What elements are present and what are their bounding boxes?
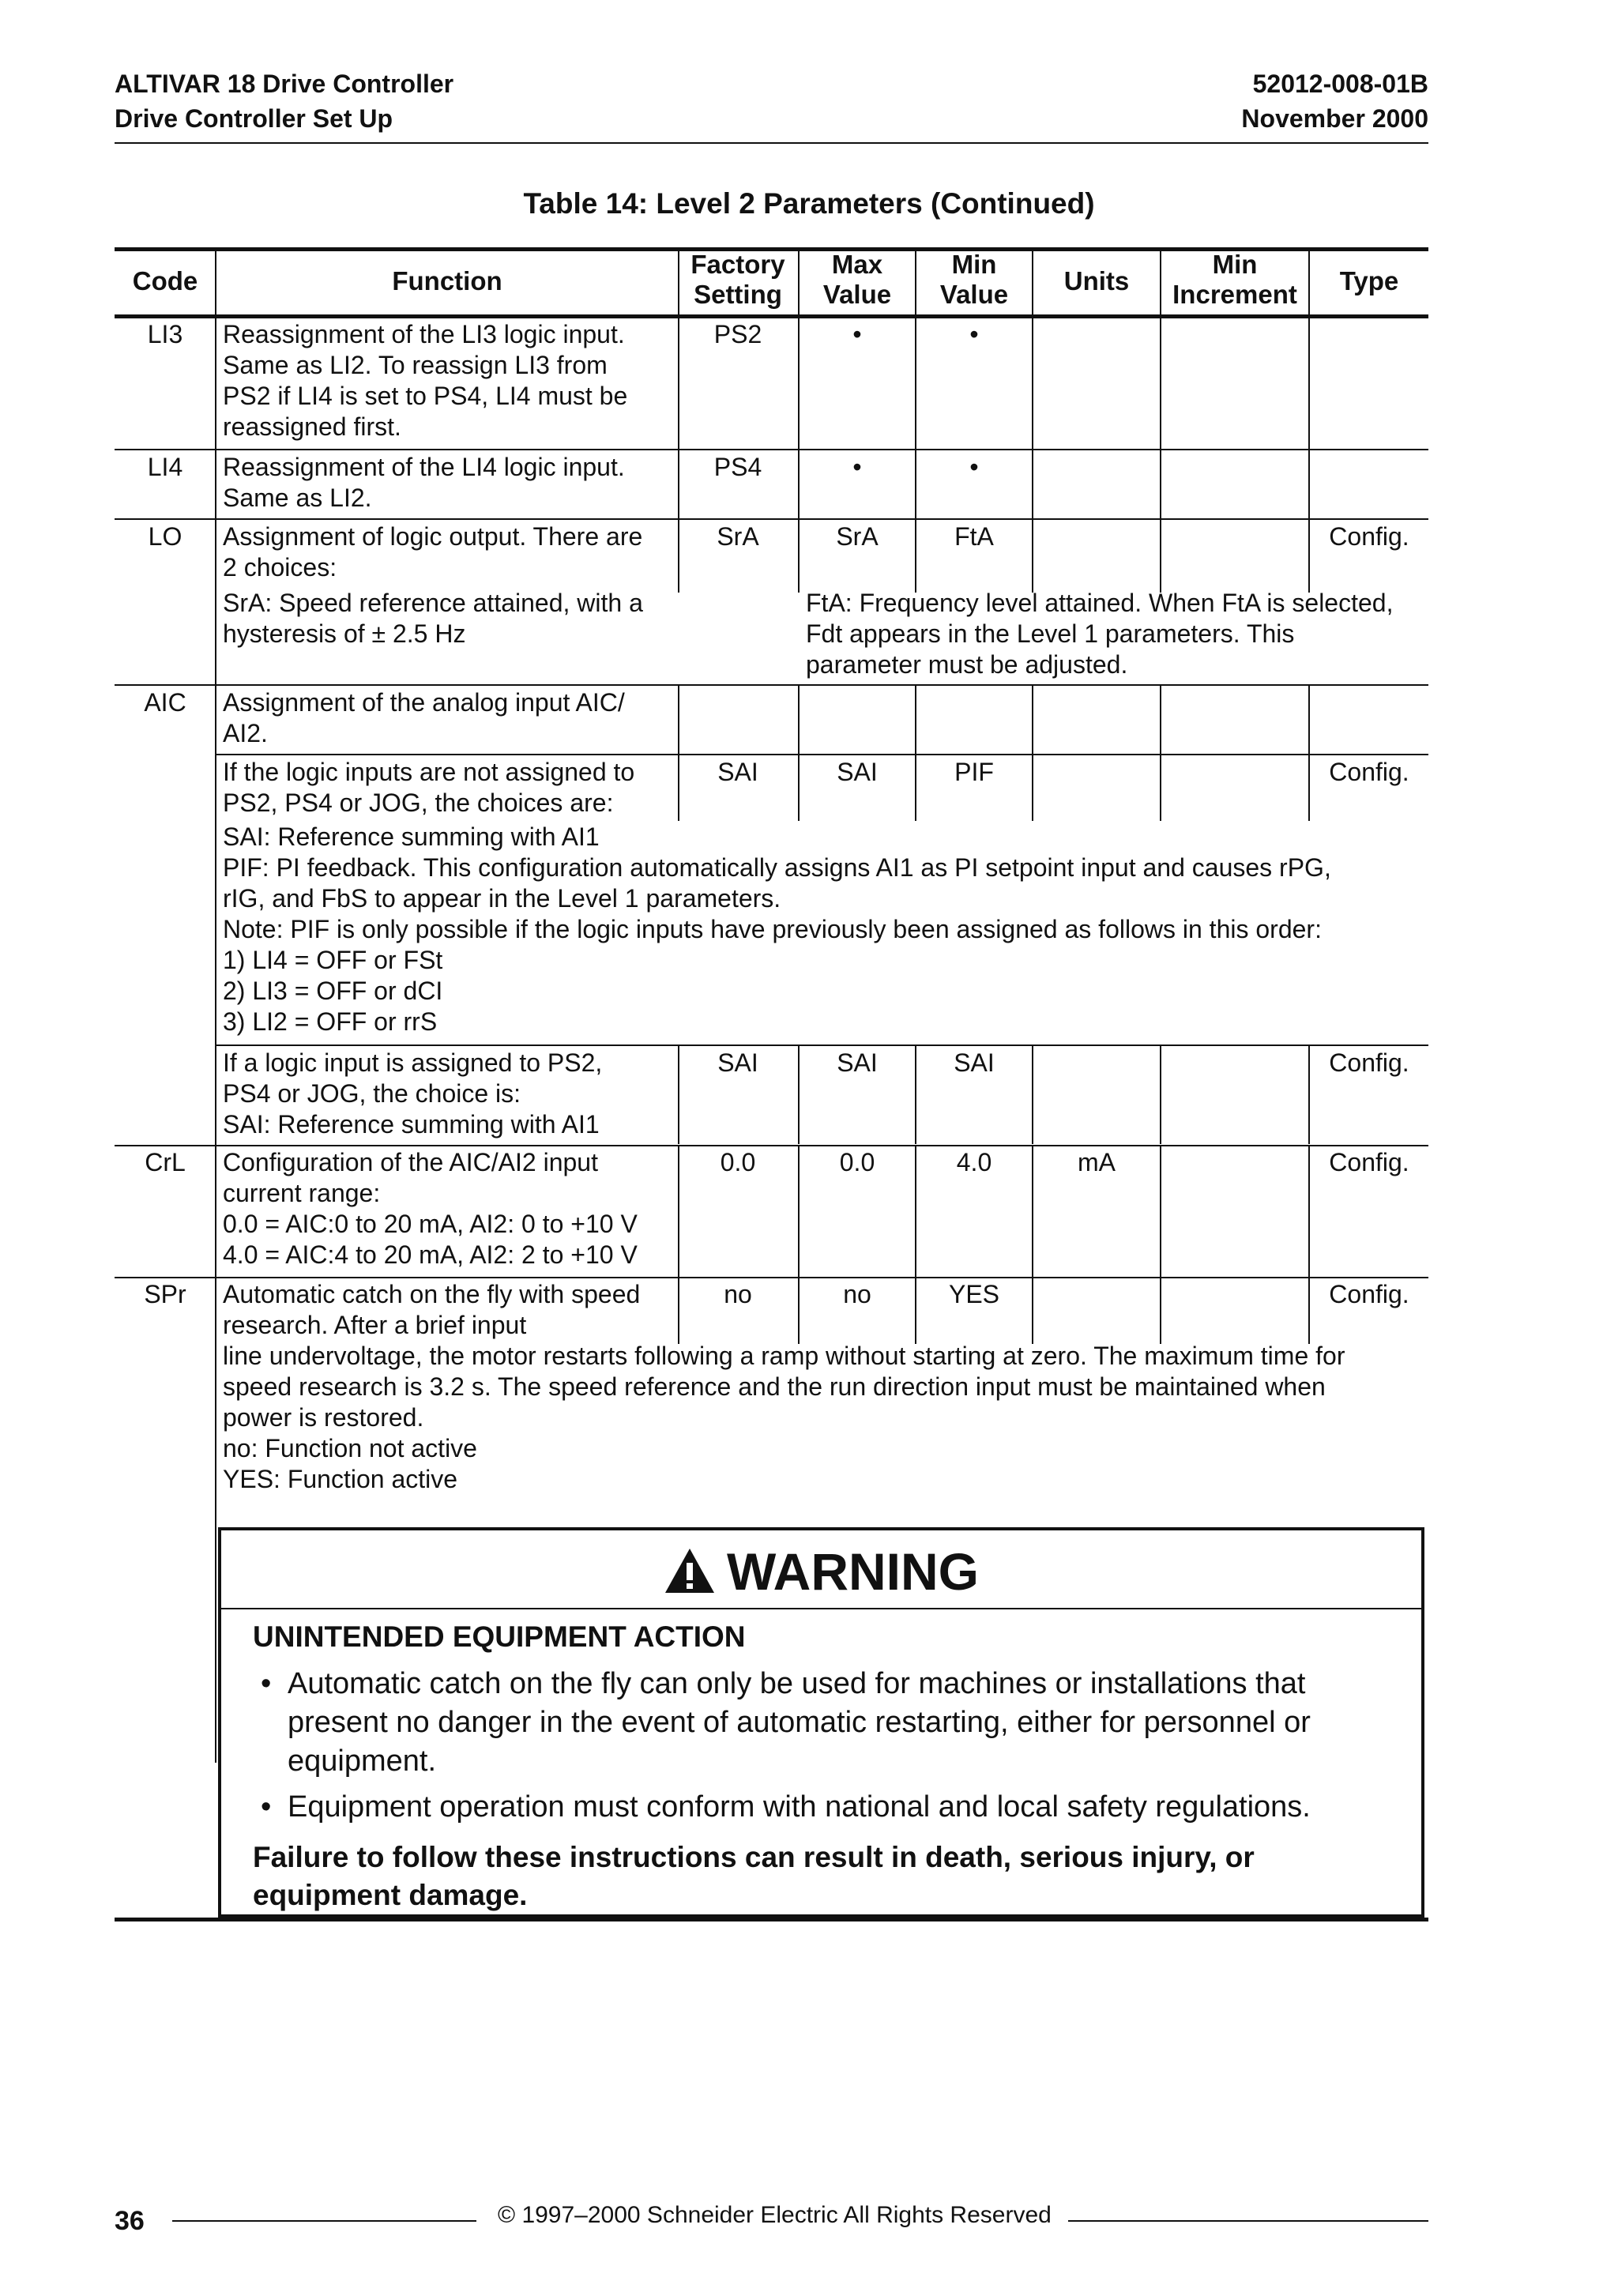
row-aic-function: Assignment of the analog input AIC/ AI2. (223, 688, 625, 747)
row-lo-note-fta: FtA: Frequency level attained. When FtA is selected, Fdt appears in the Level 1 parameters. This parameter must be adjusted. (806, 589, 1394, 679)
document-header-right (1241, 66, 1428, 136)
row-crl-code: CrL (145, 1148, 186, 1176)
col-divider (1160, 1045, 1161, 1144)
row-spr-min: YES (948, 1280, 1000, 1308)
row-aic-sub1-max: SAI (837, 758, 878, 786)
row-li4-min: • (969, 453, 979, 481)
row-aic-note: SAI: Reference summing with AI1 PIF: PI feedback. This configuration automatically assigns AI1 as PI setpoint input and causes rPG, rIG, and FbS to appear in the Level 1 parameters. Note: PIF is only possible if the logic inputs have previously been assigned as follows in this order: 1) LI4 = OFF or FSt 2) LI3 = OFF or dCI 3) LI2 = OFF or rrS (223, 822, 1331, 1036)
row-aic-code: AIC (144, 688, 186, 717)
document-header-left (115, 66, 453, 136)
row-li4-code: LI4 (147, 453, 183, 481)
header-divider (115, 142, 1428, 144)
footer-rule-left (172, 2220, 476, 2222)
col-header-function: Function (392, 266, 502, 295)
row-lo-function: Assignment of logic output. There are 2 choices: (223, 522, 643, 582)
row-divider (115, 1145, 1428, 1146)
row-lo-max: SrA (836, 522, 879, 551)
warning-triangle-icon (664, 1547, 716, 1594)
document-number: 52012-008-01B (1252, 70, 1428, 98)
row-spr-code: SPr (144, 1280, 186, 1308)
row-crl-function: Configuration of the AIC/AI2 input current range: 0.0 = AIC:0 to 20 mA, AI2: 0 to +10 V 4.0 = AIC:4 to 20 mA, AI2: 2 to +10 V (223, 1148, 638, 1269)
col-divider (1160, 318, 1161, 593)
table-header-rule (115, 314, 1428, 318)
row-li3-function: Reassignment of the LI3 logic input. Same as LI2. To reassign LI3 from PS2 if LI4 is set to PS4, LI4 must be reassigned first. (223, 320, 628, 441)
row-li4-factory: PS4 (713, 453, 762, 481)
table-title: Table 14: Level 2 Parameters (Continued) (523, 187, 1095, 220)
row-lo-code: LO (148, 522, 182, 551)
row-aic-sub2-factory: SAI (717, 1048, 758, 1077)
row-aic-sub2-type: Config. (1329, 1048, 1409, 1077)
row-aic-sub2-max: SAI (837, 1048, 878, 1077)
copyright-notice: © 1997–2000 Schneider Electric All Rights Reserved (498, 2202, 1052, 2228)
col-divider (798, 250, 800, 316)
row-lo-factory: SrA (717, 522, 759, 551)
row-divider (216, 1044, 1428, 1046)
col-divider (915, 250, 916, 316)
warning-consequence: Failure to follow these instructions can result in death, serious injury, or equipment damage. (253, 1841, 1255, 1911)
row-aic-sub1-factory: SAI (717, 758, 758, 786)
row-crl-min: 4.0 (956, 1148, 992, 1176)
page-number: 36 (115, 2206, 145, 2236)
col-header-min-value: Min Value (939, 250, 1009, 309)
row-li3-code: LI3 (147, 320, 183, 348)
col-divider (915, 685, 916, 821)
warning-divider (221, 1608, 1421, 1609)
col-divider (1308, 250, 1310, 316)
section-title: Drive Controller Set Up (115, 104, 393, 133)
row-crl-units: mA (1078, 1148, 1116, 1176)
col-divider (1308, 685, 1310, 821)
col-divider (678, 250, 679, 316)
code-column-divider (215, 250, 216, 1763)
col-divider (1160, 250, 1161, 316)
warning-box (218, 1527, 1424, 1918)
row-li3-min: • (969, 320, 979, 348)
table-bottom-rule (115, 1918, 1428, 1921)
warning-title (221, 1541, 1421, 1602)
col-divider (1160, 1146, 1161, 1277)
row-divider (115, 449, 1428, 450)
bullet-icon: • (261, 1790, 272, 1824)
col-divider (1032, 318, 1033, 593)
col-header-min-increment: Min Increment (1172, 250, 1297, 309)
col-divider (1032, 250, 1033, 316)
col-header-max-value: Max Value (822, 250, 892, 309)
row-crl-type: Config. (1329, 1148, 1409, 1176)
row-divider (115, 518, 1428, 520)
row-aic-sub1-type: Config. (1329, 758, 1409, 786)
warning-heading: UNINTENDED EQUIPMENT ACTION (253, 1620, 746, 1653)
row-li4-function: Reassignment of the LI4 logic input. Same as LI2. (223, 453, 625, 512)
row-spr-type: Config. (1329, 1280, 1409, 1308)
row-spr-note: line undervoltage, the motor restarts following a ramp without starting at zero. The maximum time for speed research is 3.2 s. The speed reference and the run direction input must be maintained when power is restored. no: Function not active YES: Function active (223, 1342, 1345, 1493)
row-divider (115, 1277, 1428, 1278)
row-li4-max: • (852, 453, 862, 481)
col-divider (1032, 685, 1033, 821)
warning-title-text: WARNING (727, 1542, 979, 1601)
warning-bullet-2: Equipment operation must conform with national and local safety regulations. (288, 1790, 1311, 1824)
row-aic-sub2-min: SAI (954, 1048, 995, 1077)
row-lo-type: Config. (1329, 522, 1409, 551)
col-divider (1160, 685, 1161, 821)
row-crl-max: 0.0 (839, 1148, 875, 1176)
row-aic-sub1-function: If the logic inputs are not assigned to PS2, PS4 or JOG, the choices are: (223, 758, 635, 817)
row-lo-note-sra: SrA: Speed reference attained, with a hysteresis of ± 2.5 Hz (223, 589, 643, 648)
col-header-factory-setting: Factory Setting (690, 250, 785, 309)
row-divider (115, 684, 1428, 686)
row-lo-min: FtA (954, 522, 994, 551)
bullet-icon: • (261, 1667, 272, 1700)
row-li3-max: • (852, 320, 862, 348)
col-divider (1160, 1278, 1161, 1344)
warning-bullet-1: Automatic catch on the fly can only be used for machines or installations that present no danger in the event of automatic restarting, either for personnel or equipment. (288, 1667, 1311, 1778)
document-date: November 2000 (1241, 104, 1428, 133)
row-spr-function: Automatic catch on the fly with speed research. After a brief input (223, 1280, 641, 1339)
product-title: ALTIVAR 18 Drive Controller (115, 70, 454, 98)
row-aic-sub1-min: PIF (954, 758, 994, 786)
row-crl-factory: 0.0 (720, 1148, 756, 1176)
row-li3-factory: PS2 (713, 320, 762, 348)
row-spr-max: no (843, 1280, 871, 1308)
col-header-units: Units (1063, 266, 1130, 295)
row-aic-sub2-function: If a logic input is assigned to PS2, PS4 or JOG, the choice is: SAI: Reference summing with AI1 (223, 1048, 603, 1139)
row-divider (216, 754, 1428, 755)
col-divider (1032, 1278, 1033, 1344)
col-header-code: Code (132, 266, 198, 295)
row-spr-factory: no (724, 1280, 752, 1308)
col-divider (1032, 1045, 1033, 1144)
col-divider (798, 685, 800, 821)
footer-rule-right (1068, 2220, 1428, 2222)
col-divider (678, 685, 679, 821)
col-header-type: Type (1339, 266, 1399, 295)
